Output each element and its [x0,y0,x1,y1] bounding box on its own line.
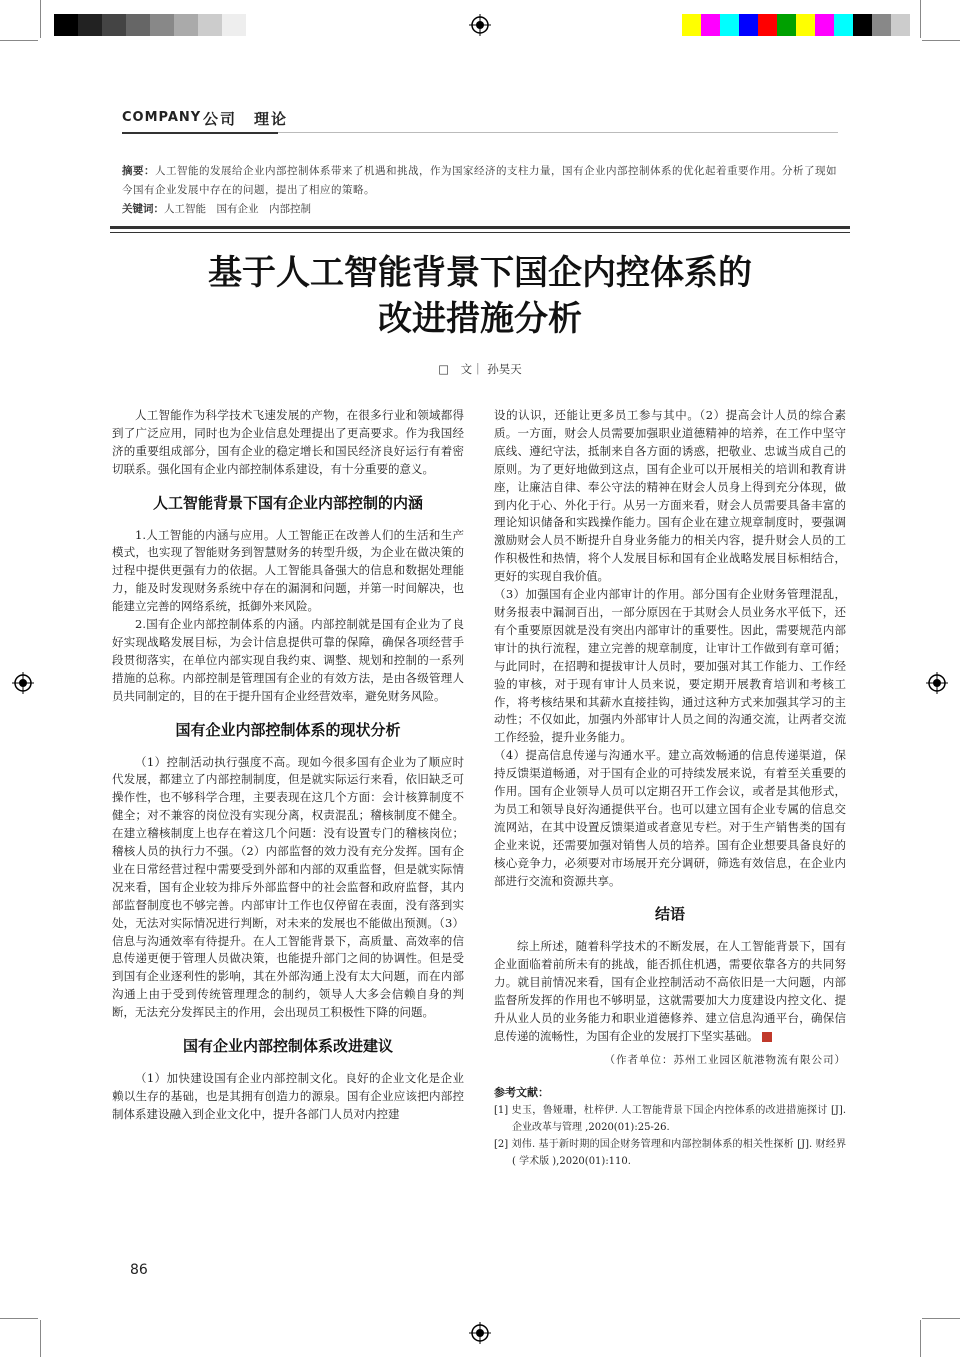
gray-swatch [222,14,246,36]
keywords-text: 人工智能 国有企业 内部控制 [164,203,311,215]
crop-line [40,1320,41,1357]
paragraph: 设的认识，还能让更多员工参与其中。（2）提高会计人员的综合素质。一方面，财会人员需要加强职业道德精神的培养，在工作中坚守底线、遵纪守法，抵制来自各方面的诱惑，把敬业、忠诚当成自己的原则。为了更好地做到这点，国有企业可以开展相关的培训和教育讲座，让廉洁自律、奉公守法的精神在财会人员身上得到充分体现，做到内化于心、外化于行。从另一方面来看，财会人员需要具备丰富的理论知识储备和实践操作能力。国有企业在建立规章制度时，要强调激励财会人员不断提升自身业务能力的相关内容，提升财会人员的工作积极性和热情，将个人发展目标和国有企业战略发展目标相结合，更好的实现自我价值。 [494,408,846,584]
paragraph: 1.人工智能的内涵与应用。人工智能正在改善人们的生活和生产模式，也实现了智能财务到智慧财务的转型升级，为企业在做决策的过程中提供更强有力的依据。人工智能具备强大的信息和数据处理能力，能及时发现财务系统中存在的漏洞和问题，并第一时间解决，也能建立完善的网络系统，抵御外来风险。 [112,527,464,614]
crop-line [920,0,921,38]
header-company: COMPANY [122,110,202,125]
title-line-2: 改进措施分析 [378,299,582,339]
abstract-text: 人工智能的发展给企业内部控制体系带来了机遇和挑战，作为国家经济的支柱力量，国有企业内部控制体系的优化起着重要作用。分析了现如今国有企业发展中存在的问题，提出了相应的策略。 [122,165,837,196]
registration-mark-right [926,672,948,694]
color-swatch [891,14,910,36]
crop-line [0,1318,38,1319]
reference-item: [2] 刘伟. 基于新时期的国企财务管理和内部控制体系的相关性探析 [J]. 财经界 ( 学术版 ),2020(01):110. [494,1138,846,1167]
registration-mark-bottom [469,1322,491,1344]
color-swatch [739,14,758,36]
crop-line [920,1320,921,1357]
crop-line [922,1318,960,1319]
paragraph: （1）加快建设国有企业内部控制文化。良好的企业文化是企业赖以生存的基础，也是其拥有创造力的源泉。国有企业应该把内部控制体系建设融入到企业文化中，提升各部门人员对内控建 [112,1071,464,1121]
conclusion-text: 综上所述，随着科学技术的不断发展，在人工智能背景下，国有企业面临着前所未有的挑战，能否抓住机遇，需要依靠各方的共同努力。就目前情况来看，国有企业控制活动不高依旧是一大问题，内部监督所发挥的作用也不够明显，这就需要加大力度建设内控文化、提升从业人员的业务能力和职业道德修养、建立信息沟通平台，确保信息传递的流畅性，为国有企业的发展打下坚实基础。 [494,939,846,1043]
section-heading: 国有企业内部控制体系改进建议 [182,1037,393,1056]
registration-mark-left [12,672,34,694]
crop-line [0,40,38,41]
section-heading: 人工智能背景下国有企业内部控制的内涵 [152,493,423,512]
color-swatch [815,14,834,36]
end-mark-icon [762,1032,772,1042]
registration-mark-top [469,14,491,36]
crop-line [922,40,960,41]
gray-swatch [54,14,78,36]
crop-line [40,0,41,38]
color-swatch [682,14,701,36]
abstract-label: 摘要： [122,165,155,177]
title-rule-thin [110,232,850,233]
references-list [494,1102,846,1170]
gray-swatch [198,14,222,36]
section-heading: 国有企业内部控制体系的现状分析 [175,720,401,739]
gray-swatch [126,14,150,36]
gray-calibration-bar [54,14,246,36]
article-title [100,250,860,342]
header-section: 公司 理论 [203,110,289,128]
abstract [122,162,842,200]
references-heading: 参考文献： [494,1085,549,1099]
author-affiliation: （作者单位：苏州工业园区航港物流有限公司） [604,1053,846,1066]
color-calibration-bar [682,14,910,36]
gray-swatch [102,14,126,36]
paragraph: （4）提高信息传递与沟通水平。建立高效畅通的信息传递渠道，保持反馈渠道畅通，对于国有企业的可持续发展来说，有着至关重要的作用。国有企业领导人员可以定期召开工作会议，或者是其他形式，为员工和领导良好沟通提供平台。也可以建立国有企业专属的信息交流网站，在其中设置反馈渠道或者意见专栏。对于生产销售类的国有企业来说，还需要加强对销售人员的培养。国有企业想要具备良好的核心竞争力，必须要对市场展开充分调研，筛选有效信息，在企业内部进行交流和资源共享。 [494,748,846,888]
paragraph [494,938,846,1045]
color-swatch [796,14,815,36]
keywords [122,201,311,216]
header-rule [122,132,278,134]
color-swatch [701,14,720,36]
right-column [494,407,846,1170]
color-swatch [777,14,796,36]
section-heading: 结语 [654,905,685,924]
title-rule-thick [110,226,850,229]
reference-item: [1] 史玉，鲁娅珊，杜梓伊. 人工智能背景下国企内控体系的改进措施探讨 [J]. 企业改革与管理 ,2020(01):25-26. [494,1104,846,1133]
paragraph: （3）加强国有企业内部审计的作用。部分国有企业财务管理混乱，财务报表中漏洞百出，一部分原因在于其财会人员业务水平低下，还有个重要原因就是没有突出内部审计的重要性。因此，需要规范内部审计的执行流程，建立完善的规章制度，让审计工作做到有章可循；与此同时，在招聘和提拔审计人员时，要加强对其工作能力、工作经验的审核，对于现有审计人员来说，要定期开展教育培训和考核工作，将考核结果和其薪水直接挂钩，通过这种方式来加强其学习的主动性；不仅如此，加强内外部审计人员之间的沟通交流，让两者交流工作经验，提升业务能力。 [494,587,846,745]
header-rule-thin [278,132,838,133]
paragraph: （1）控制活动执行强度不高。现如今很多国有企业为了顺应时代发展，都建立了内部控制制度，但是就实际运行来看，依旧缺乏可操作性，也不够科学合理，主要表现在这几个方面：会计核算制度不健全；对不兼容的岗位没有实现分离，权责混乱；稽核制度不健全。在建立稽核制度上也存在着这几个问题：没有设置专门的稽核岗位；稽核人员的执行力不强。（2）内部监督的效力没有充分发挥。国有企业在日常经营过程中需要受到外部和内部的双重监督，但是就实际情况来看，国有企业较为排斥外部监督中的社会监督和政府监督，其内部监督制度也不够完善。内部审计工作也仅停留在表面，没有落到实处，无法对实际情况进行判断，对未来的发展也不能做出预测。（3）信息与沟通效率有待提升。在人工智能背景下，高质量、高效率的信息传递更便于管理人员做决策，也能提升部门之间的协调性。但是受到国有企业逐利性的影响，其在外部沟通上没有太大问题，而在内部沟通上由于受到传统管理理念的制约，领导人大多会信赖自身的判断，无法充分发挥民主的作用，会出现员工积极性下降的问题。 [112,754,464,1020]
gray-swatch [150,14,174,36]
page-number: 86 [130,1262,148,1278]
author-line: □ 文｜ 孙昊天 [438,362,522,376]
left-column [112,407,464,1124]
color-swatch [720,14,739,36]
title-line-1: 基于人工智能背景下国企内控体系的 [208,253,752,293]
gray-swatch [78,14,102,36]
color-swatch [758,14,777,36]
gray-swatch [174,14,198,36]
keywords-label: 关键词： [122,203,164,215]
paragraph: 人工智能作为科学技术飞速发展的产物，在很多行业和领域都得到了广泛应用，同时也为企业信息处理提出了更高要求。作为我国经济的重要组成部分，国有企业的稳定增长和国民经济良好运行有着密切联系。强化国有企业内部控制体系建设，有十分重要的意义。 [112,408,464,476]
color-swatch [872,14,891,36]
color-swatch [834,14,853,36]
paragraph: 2.国有企业内部控制体系的内涵。内部控制就是国有企业为了良好实现战略发展目标，为会计信息提供可靠的保障，确保各项经营手段贯彻落实，在单位内部实现自我约束、调整、规划和控制的一系列措施的总称。内部控制是管理国有企业的有效方法，是由各级管理人员共同制定的，目的在于提升国有企业经营效率，避免财务风险。 [112,617,464,703]
color-swatch [853,14,872,36]
